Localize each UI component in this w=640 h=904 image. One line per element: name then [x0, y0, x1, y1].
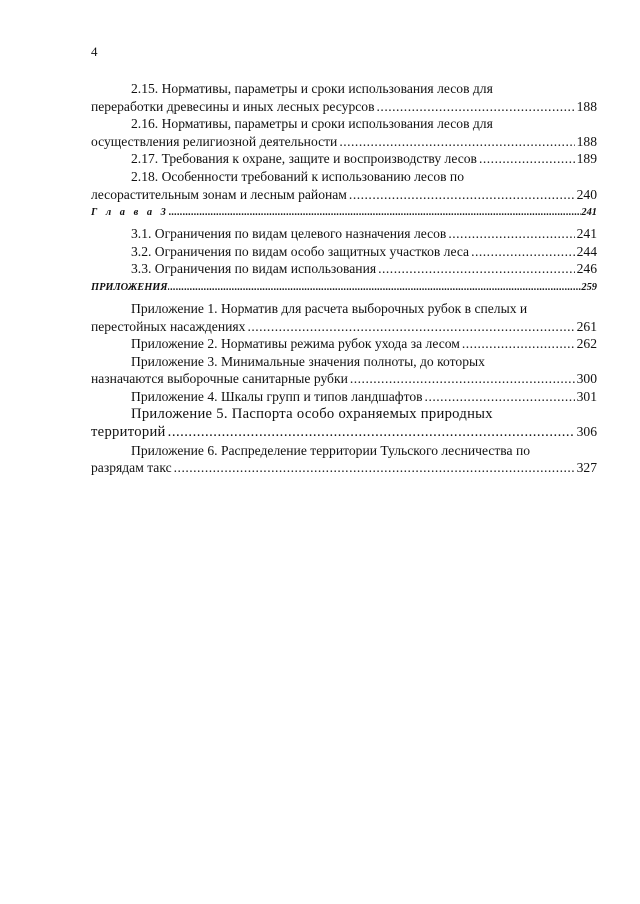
toc-item-title-line2: разрядам такс [91, 460, 172, 476]
toc-appendix-2[interactable] [91, 335, 597, 353]
toc-page-number: 259 [581, 281, 597, 293]
table-of-contents [91, 80, 597, 477]
toc-item-title-line2: назначаются выборочные санитарные рубки [91, 371, 348, 387]
leader-dots [462, 335, 575, 353]
leader-dots [174, 459, 575, 477]
toc-appendix-5[interactable] [91, 406, 597, 442]
toc-item-title-line1: Приложение 6. Распределение территории Тульского лесничества по [131, 442, 531, 458]
leader-dots [377, 98, 575, 116]
page-number: 4 [91, 44, 98, 59]
toc-item-title: 3.2. Ограничения по видам особо защитных участков леса [131, 243, 470, 259]
toc-item-title-line1: 2.15. Нормативы, параметры и сроки использования лесов для [131, 81, 493, 96]
toc-page-number: 306 [576, 424, 597, 440]
leader-dots [349, 186, 575, 204]
toc-item-title-line1: 2.16. Нормативы, параметры и сроки использования лесов для [131, 116, 493, 132]
toc-item-title-line1: 2.18. Особенности требований к использованию лесов по [131, 168, 465, 184]
toc-item-title: 3.1. Ограничения по видам целевого назначения лесов [131, 226, 447, 242]
toc-page-number: 188 [576, 98, 597, 114]
toc-page-number: 301 [576, 388, 597, 404]
toc-item-2-16[interactable] [91, 115, 597, 150]
toc-item-3-3[interactable] [91, 260, 597, 278]
toc-appendix-6[interactable] [91, 442, 597, 477]
leader-dots [471, 243, 575, 261]
toc-item-title: 3.3. Ограничения по видам использования [131, 261, 377, 277]
toc-page-number: 246 [576, 261, 597, 277]
toc-page-number: 244 [576, 243, 597, 259]
toc-item-2-15[interactable] [91, 80, 597, 115]
toc-page-number: 241 [576, 226, 597, 242]
leader-dots [378, 260, 575, 278]
toc-item-title-line1: Приложение 5. Паспорта особо охраняемых природных [131, 405, 493, 422]
toc-appendices-heading[interactable] [91, 281, 597, 294]
toc-appendix-4[interactable] [91, 388, 597, 406]
toc-item-title: Приложение 4. Шкалы групп и типов ландшафтов [131, 388, 423, 404]
toc-page-number: 261 [576, 318, 597, 334]
leader-dots [479, 150, 575, 168]
toc-chapter-3[interactable] [91, 206, 597, 219]
leader-dots [425, 388, 575, 406]
toc-item-title: Приложение 2. Нормативы режима рубок ухода за лесом [131, 336, 460, 352]
leader-dots [448, 225, 574, 243]
toc-item-title-line2: осуществления религиозной деятельности [91, 133, 338, 149]
toc-page-number: 327 [576, 460, 597, 476]
toc-item-title-line1: Приложение 3. Минимальные значения полноты, до которых [131, 353, 485, 369]
toc-item-2-17[interactable] [91, 150, 597, 168]
toc-page-number: 188 [576, 133, 597, 149]
toc-item-3-1[interactable] [91, 225, 597, 243]
toc-page-number: 262 [576, 336, 597, 352]
toc-item-title: 2.17. Требования к охране, защите и воспроизводству лесов [131, 151, 477, 167]
toc-appendix-3[interactable] [91, 353, 597, 388]
leader-dots [169, 206, 582, 219]
leader-dots [247, 318, 574, 336]
toc-page-number: 300 [576, 371, 597, 387]
toc-item-title-line2: перестойных насаждениях [91, 318, 246, 334]
chapter-label: Г л а в а 3 [91, 207, 169, 219]
leader-dots [168, 424, 575, 442]
toc-page-number: 189 [576, 151, 597, 167]
leader-dots [339, 133, 574, 151]
appendices-label: ПРИЛОЖЕНИЯ [91, 281, 168, 293]
toc-item-2-18[interactable] [91, 168, 597, 203]
toc-item-title-line2: переработки древесины и иных лесных ресурсов [91, 98, 375, 114]
toc-page-number: 241 [581, 207, 597, 219]
toc-item-3-2[interactable] [91, 243, 597, 261]
toc-item-title-line1: Приложение 1. Норматив для расчета выборочных рубок в спелых и [131, 300, 528, 316]
toc-item-title-line2: территорий [91, 424, 166, 441]
toc-page-number: 240 [576, 186, 597, 202]
toc-item-title-line2: лесорастительным зонам и лесным районам [91, 186, 347, 202]
leader-dots [350, 370, 575, 388]
toc-appendix-1[interactable] [91, 300, 597, 335]
leader-dots [168, 281, 582, 294]
